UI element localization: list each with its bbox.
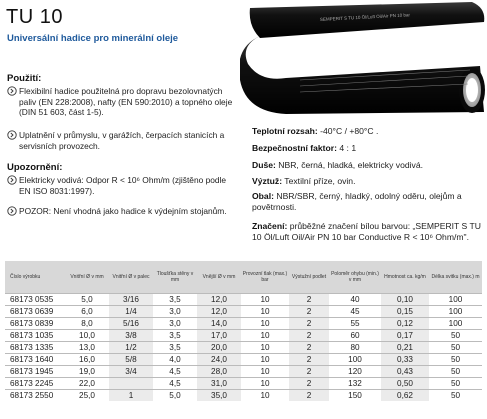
table-row bbox=[5, 305, 482, 317]
table-row bbox=[5, 317, 482, 329]
table-cell: 1 bbox=[109, 389, 153, 401]
column-header: Výstužní podlet bbox=[289, 261, 329, 293]
table-cell: 31,0 bbox=[197, 377, 241, 389]
table-cell: 22,0 bbox=[65, 377, 109, 389]
column-header: Hmotnost ca. kg/m bbox=[381, 261, 429, 293]
table-cell: 10 bbox=[241, 377, 289, 389]
table-cell: 0,50 bbox=[381, 377, 429, 389]
table-cell: 3/8 bbox=[109, 329, 153, 341]
column-header: Číslo výrobku bbox=[5, 261, 65, 293]
table-cell: 68173 0535 bbox=[5, 293, 65, 305]
spec-value: NBR/SBR, černý, hladký, odolný oděru, olejům a povětrnosti. bbox=[252, 191, 462, 212]
column-header: Vnější Ø v mm bbox=[197, 261, 241, 293]
table-cell: 80 bbox=[329, 341, 381, 353]
table-cell: 50 bbox=[429, 329, 482, 341]
list-item-text: Elektricky vodivá: Odpor R < 10⁶ Ohm/m (zjištěno podle EN ISO 8031:1997). bbox=[19, 175, 227, 196]
hose-image bbox=[240, 0, 487, 115]
product-table bbox=[5, 261, 482, 401]
table-cell: 5/16 bbox=[109, 317, 153, 329]
table-row bbox=[5, 329, 482, 341]
table-cell: 50 bbox=[429, 365, 482, 377]
table-row bbox=[5, 341, 482, 353]
table-cell: 68173 1335 bbox=[5, 341, 65, 353]
table-header-row bbox=[5, 261, 482, 293]
table-cell: 10 bbox=[241, 293, 289, 305]
table-cell: 50 bbox=[429, 377, 482, 389]
table-cell: 12,0 bbox=[197, 305, 241, 317]
table-cell: 0,12 bbox=[381, 317, 429, 329]
table-cell: 2 bbox=[289, 365, 329, 377]
table-cell: 100 bbox=[329, 353, 381, 365]
table-cell: 14,0 bbox=[197, 317, 241, 329]
spec-vyztuz bbox=[252, 176, 484, 187]
list-item-text: Uplatnění v průmyslu, v garážích, čerpacích stanicích a servisních provozech. bbox=[19, 130, 225, 151]
table-cell: 5,0 bbox=[65, 293, 109, 305]
arrow-bullet-icon bbox=[7, 86, 17, 96]
table-cell: 3,5 bbox=[153, 293, 197, 305]
table-cell: 3,5 bbox=[153, 329, 197, 341]
column-header: Vnitřní Ø v mm bbox=[65, 261, 109, 293]
table-cell: 45 bbox=[329, 305, 381, 317]
table-cell: 4,0 bbox=[153, 353, 197, 365]
table-cell: 35,0 bbox=[197, 389, 241, 401]
table-cell: 0,43 bbox=[381, 365, 429, 377]
column-header: Provozní tlak (max.) bar bbox=[241, 261, 289, 293]
table-cell: 5/8 bbox=[109, 353, 153, 365]
spec-label: Značení: bbox=[252, 221, 288, 231]
table-row bbox=[5, 353, 482, 365]
table-cell: 24,0 bbox=[197, 353, 241, 365]
spec-value: Textilní příze, ovin. bbox=[282, 176, 356, 186]
table-cell: 0,10 bbox=[381, 293, 429, 305]
table-cell: 0,21 bbox=[381, 341, 429, 353]
table-cell: 5,0 bbox=[153, 389, 197, 401]
table-cell: 100 bbox=[429, 317, 482, 329]
table-cell: 3,5 bbox=[153, 341, 197, 353]
table-cell: 50 bbox=[429, 353, 482, 365]
table-row bbox=[5, 377, 482, 389]
table-cell: 68173 0639 bbox=[5, 305, 65, 317]
table-cell: 68173 1640 bbox=[5, 353, 65, 365]
list-item bbox=[7, 175, 237, 199]
table-cell: 10 bbox=[241, 389, 289, 401]
table-cell: 2 bbox=[289, 329, 329, 341]
table-cell: 132 bbox=[329, 377, 381, 389]
spec-duse bbox=[252, 160, 484, 171]
list-item-text: Flexibilní hadice použitelná pro dopravu bezolovnatých paliv (EN 228:2008), nafty (EN 590:2010) a topného oleje (DIN 51 603, část 1-5). bbox=[19, 86, 233, 118]
table-cell: 13,0 bbox=[65, 341, 109, 353]
column-header: Vnitřní Ø v palec bbox=[109, 261, 153, 293]
table-cell: 68173 2245 bbox=[5, 377, 65, 389]
table-cell: 68173 1945 bbox=[5, 365, 65, 377]
table-cell: 55 bbox=[329, 317, 381, 329]
table-cell: 10 bbox=[241, 305, 289, 317]
table-cell: 0,15 bbox=[381, 305, 429, 317]
list-item-text: POZOR: Není vhodná jako hadice k výdejním stojanům. bbox=[19, 206, 227, 216]
page-title: TU 10 bbox=[6, 6, 63, 28]
table-cell: 17,0 bbox=[197, 329, 241, 341]
arrow-bullet-icon bbox=[7, 130, 17, 140]
column-header: Poloměr ohybu (min.) v mm bbox=[329, 261, 381, 293]
spec-label: Výztuž: bbox=[252, 176, 283, 186]
table-cell: 120 bbox=[329, 365, 381, 377]
table-cell: 0,62 bbox=[381, 389, 429, 401]
table-cell: 2 bbox=[289, 377, 329, 389]
table-row bbox=[5, 293, 482, 305]
table-cell: 40 bbox=[329, 293, 381, 305]
section-heading-pouziti: Použití: bbox=[7, 73, 42, 84]
arrow-bullet-icon bbox=[7, 175, 17, 185]
table-cell: 4,5 bbox=[153, 365, 197, 377]
table-cell: 100 bbox=[429, 305, 482, 317]
table-cell: 8,0 bbox=[65, 317, 109, 329]
spec-value: NBR, černá, hladká, elektricky vodivá. bbox=[275, 160, 423, 170]
list-item bbox=[7, 206, 237, 230]
table-cell: 60 bbox=[329, 329, 381, 341]
table-cell: 10,0 bbox=[65, 329, 109, 341]
table-row bbox=[5, 365, 482, 377]
spec-teplotni bbox=[252, 126, 484, 137]
spec-label: Duše: bbox=[252, 160, 276, 170]
table-cell: 2 bbox=[289, 317, 329, 329]
list-item bbox=[7, 130, 237, 154]
table-cell: 3,0 bbox=[153, 317, 197, 329]
spec-label: Obal: bbox=[252, 191, 274, 201]
table-cell: 28,0 bbox=[197, 365, 241, 377]
table-cell: 1/4 bbox=[109, 305, 153, 317]
table-cell: 20,0 bbox=[197, 341, 241, 353]
table-cell: 6,0 bbox=[65, 305, 109, 317]
table-cell: 0,33 bbox=[381, 353, 429, 365]
table-cell: 10 bbox=[241, 329, 289, 341]
table-cell: 10 bbox=[241, 341, 289, 353]
table-cell: 150 bbox=[329, 389, 381, 401]
table-cell: 50 bbox=[429, 389, 482, 401]
table-cell: 68173 1035 bbox=[5, 329, 65, 341]
table-cell: 19,0 bbox=[65, 365, 109, 377]
table-row bbox=[5, 389, 482, 401]
column-header: Tloušťka stěny v mm bbox=[153, 261, 197, 293]
spec-value: 4 : 1 bbox=[337, 143, 357, 153]
table-cell: 25,0 bbox=[65, 389, 109, 401]
table-cell: 2 bbox=[289, 341, 329, 353]
table-cell: 10 bbox=[241, 317, 289, 329]
table-cell: 12,0 bbox=[197, 293, 241, 305]
page-subtitle: Universální hadice pro minerální oleje bbox=[7, 33, 179, 44]
column-header: Délka svitku (max.) m bbox=[429, 261, 482, 293]
table-cell bbox=[109, 377, 153, 389]
table-cell: 2 bbox=[289, 293, 329, 305]
table-cell: 3/16 bbox=[109, 293, 153, 305]
table-cell: 2 bbox=[289, 353, 329, 365]
table-cell: 10 bbox=[241, 365, 289, 377]
spec-value: průběžné značení bílou barvou: „SEMPERIT S TU 10 Öl/Luft Oil/Air PN 10 bar Conductive R < 10⁶ Ohm/m". bbox=[252, 221, 481, 242]
spec-value: -40°C / +80°C . bbox=[317, 126, 379, 136]
table-cell: 2 bbox=[289, 305, 329, 317]
table-cell: 10 bbox=[241, 353, 289, 365]
hose-print-text: SEMPERIT S TU 10 Öl/Luft Oil/Air PN 10 bar bbox=[319, 12, 411, 22]
table-cell: 3,0 bbox=[153, 305, 197, 317]
table-cell: 3/4 bbox=[109, 365, 153, 377]
spec-obal bbox=[252, 191, 484, 213]
table-cell: 68173 0839 bbox=[5, 317, 65, 329]
table-cell: 68173 2550 bbox=[5, 389, 65, 401]
table-cell: 100 bbox=[429, 293, 482, 305]
table-cell: 2 bbox=[289, 389, 329, 401]
table-cell: 16,0 bbox=[65, 353, 109, 365]
spec-znaceni bbox=[252, 221, 484, 243]
table-cell: 0,17 bbox=[381, 329, 429, 341]
table-cell: 4,5 bbox=[153, 377, 197, 389]
spec-bezpecnost bbox=[252, 143, 484, 154]
list-item bbox=[7, 86, 237, 131]
spec-label: Teplotní rozsah: bbox=[252, 126, 318, 136]
section-heading-upozorneni: Upozornění: bbox=[7, 162, 63, 173]
arrow-bullet-icon bbox=[7, 206, 17, 216]
table-cell: 1/2 bbox=[109, 341, 153, 353]
spec-label: Bezpečnostní faktor: bbox=[252, 143, 337, 153]
table-cell: 50 bbox=[429, 341, 482, 353]
